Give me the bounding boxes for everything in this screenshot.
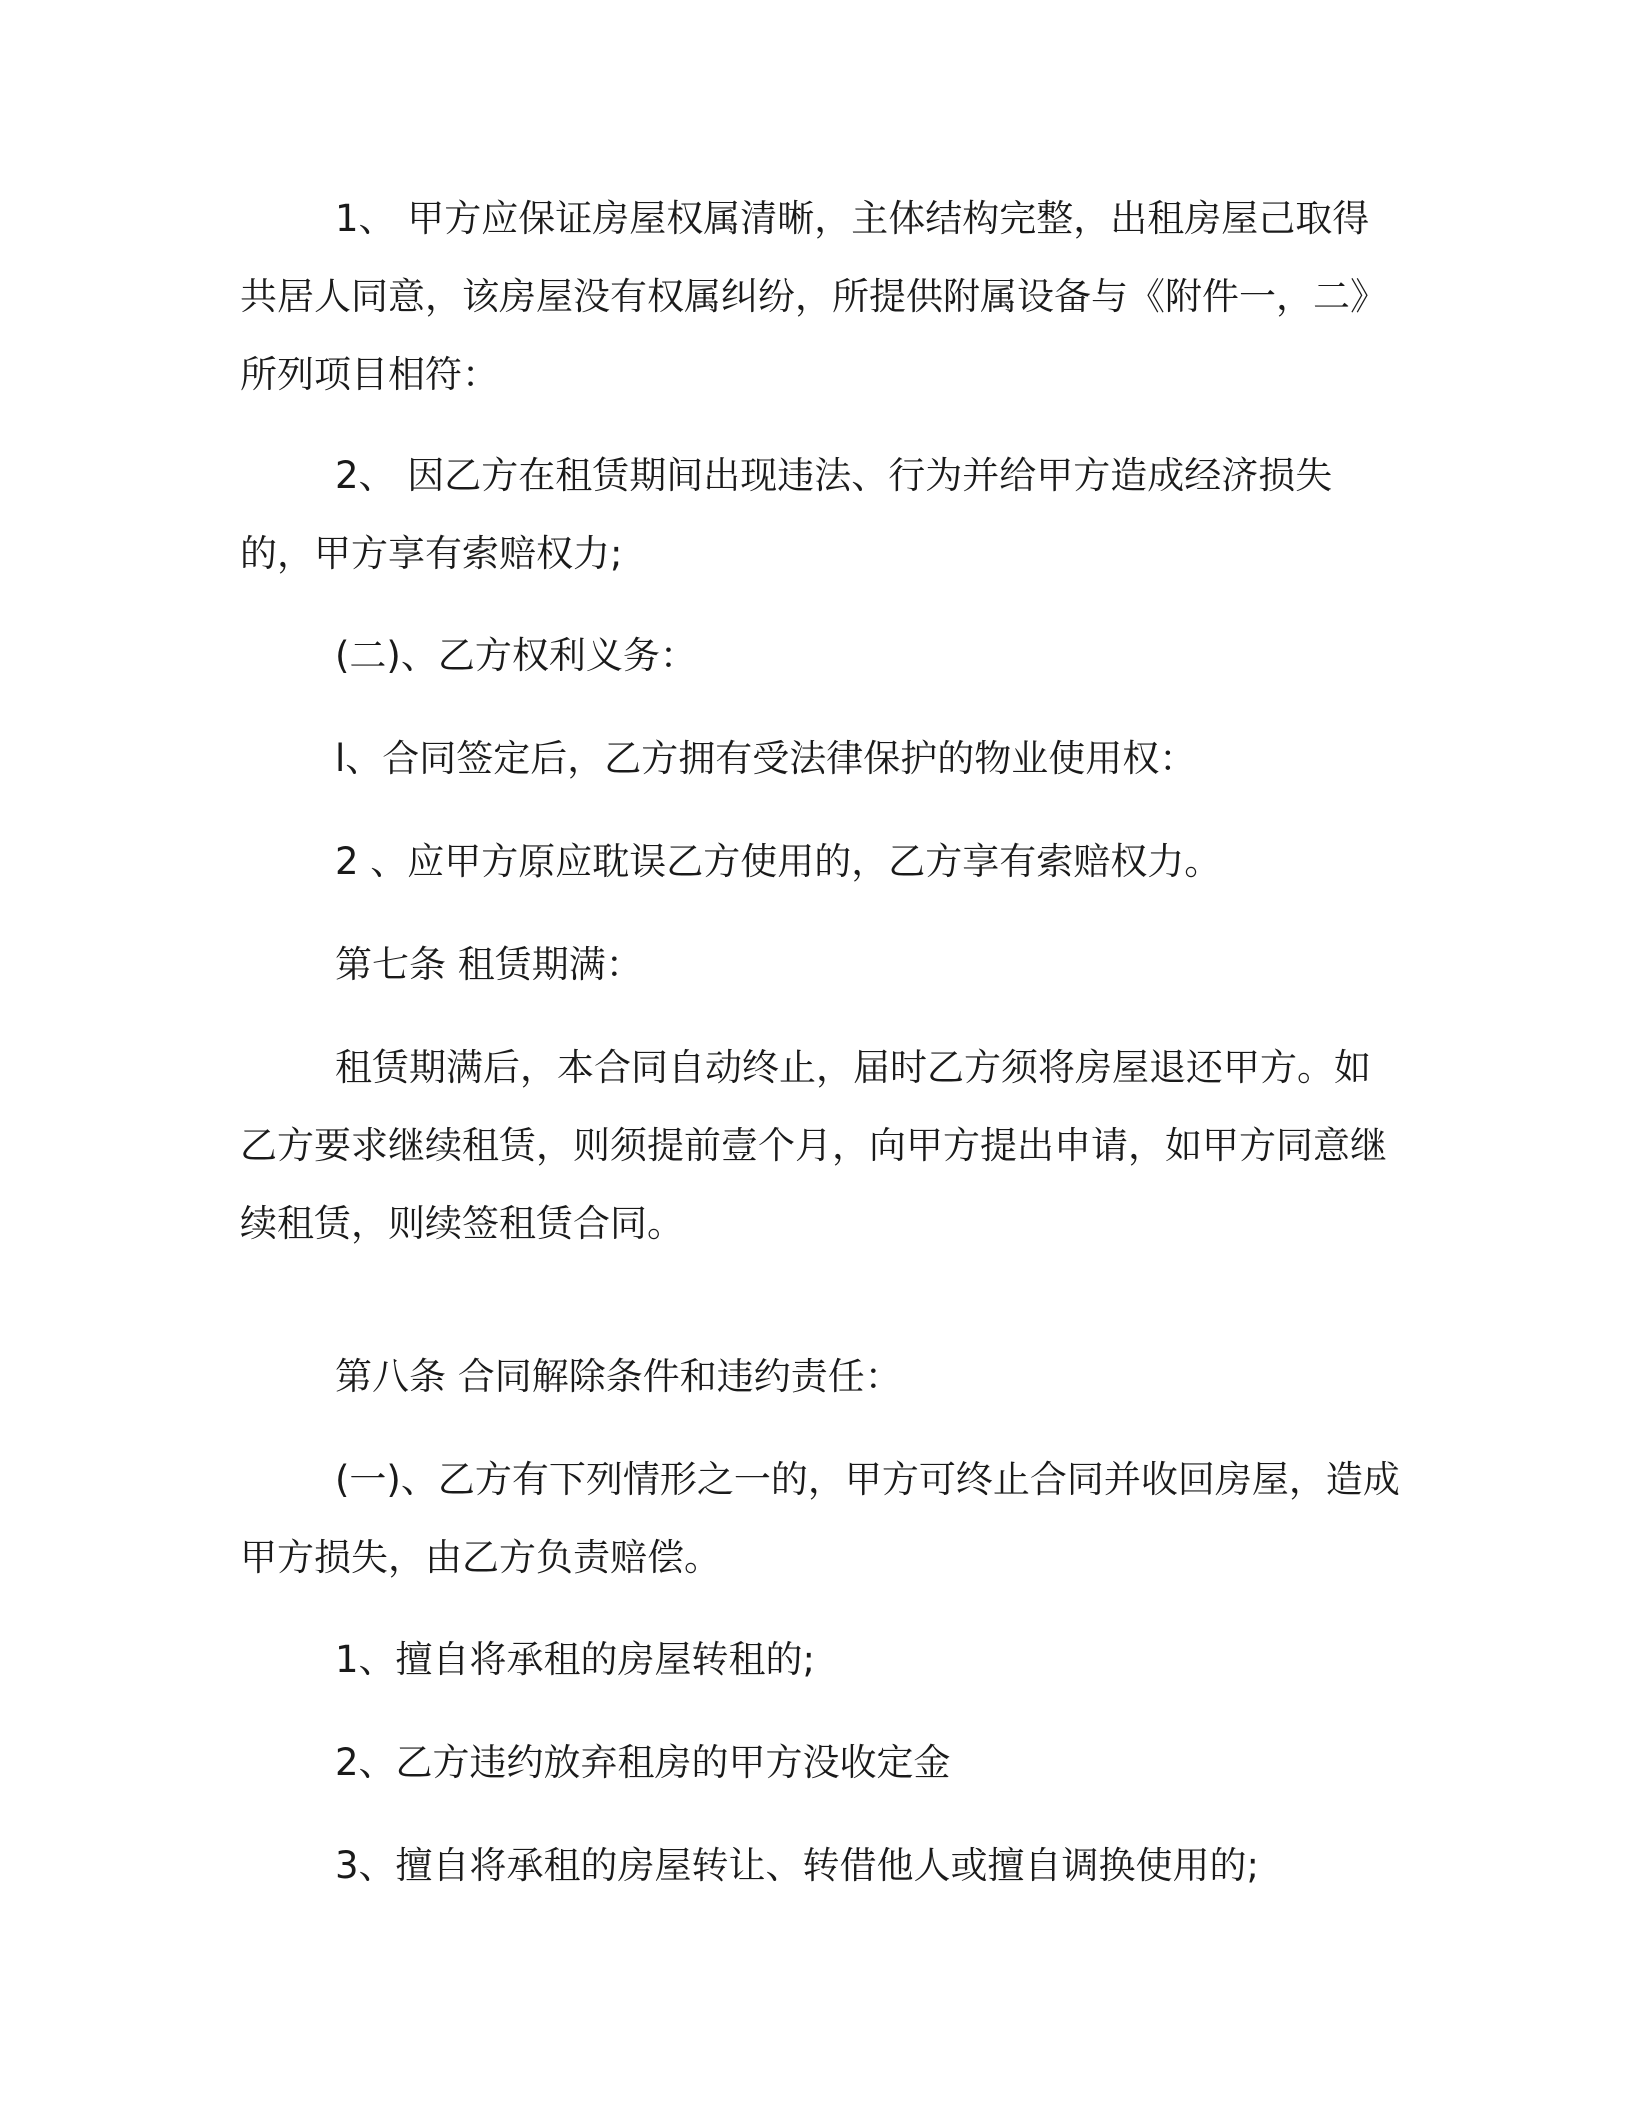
paragraph-tenant-right-1: l、合同签定后，乙方拥有受法律保护的物业使用权：	[335, 737, 1197, 780]
heading-article-8: 第八条 合同解除条件和违约责任：	[335, 1355, 902, 1398]
list-item-deposit-forfeit: 2、乙方违约放弃租房的甲方没收定金	[335, 1741, 951, 1784]
list-item-sublet: 1、擅自将承租的房屋转租的;	[335, 1638, 816, 1681]
paragraph-landlord-duty-1: 1、 甲方应保证房屋权属清晰，主体结构完整，出租房屋己取得共居人同意，该房屋没有权属纠纷，所提供附属设备与《附件一，二》所列项目相符：	[240, 197, 1387, 396]
paragraph-landlord-duty-2: 2、 因乙方在租赁期间出现违法、行为并给甲方造成经济损失的，甲方享有索赔权力;	[240, 454, 1333, 575]
paragraph-tenant-right-2: 2 、应甲方原应耽误乙方使用的，乙方享有索赔权力。	[335, 840, 1222, 883]
list-item-transfer: 3、擅自将承租的房屋转让、转借他人或擅自调换使用的;	[335, 1844, 1260, 1887]
paragraph-termination-intro: (一)、乙方有下列情形之一的，甲方可终止合同并收回房屋，造成甲方损失，由乙方负责赔偿。	[240, 1458, 1400, 1579]
heading-tenant-rights: (二)、乙方权利义务：	[335, 634, 697, 677]
heading-article-7: 第七条 租赁期满：	[335, 943, 643, 986]
paragraph-lease-expiry: 租赁期满后，本合同自动终止，届时乙方须将房屋退还甲方。如乙方要求继续租赁，则须提前壹个月，向甲方提出申请，如甲方同意继续租赁，则续签租赁合同。	[240, 1046, 1387, 1245]
